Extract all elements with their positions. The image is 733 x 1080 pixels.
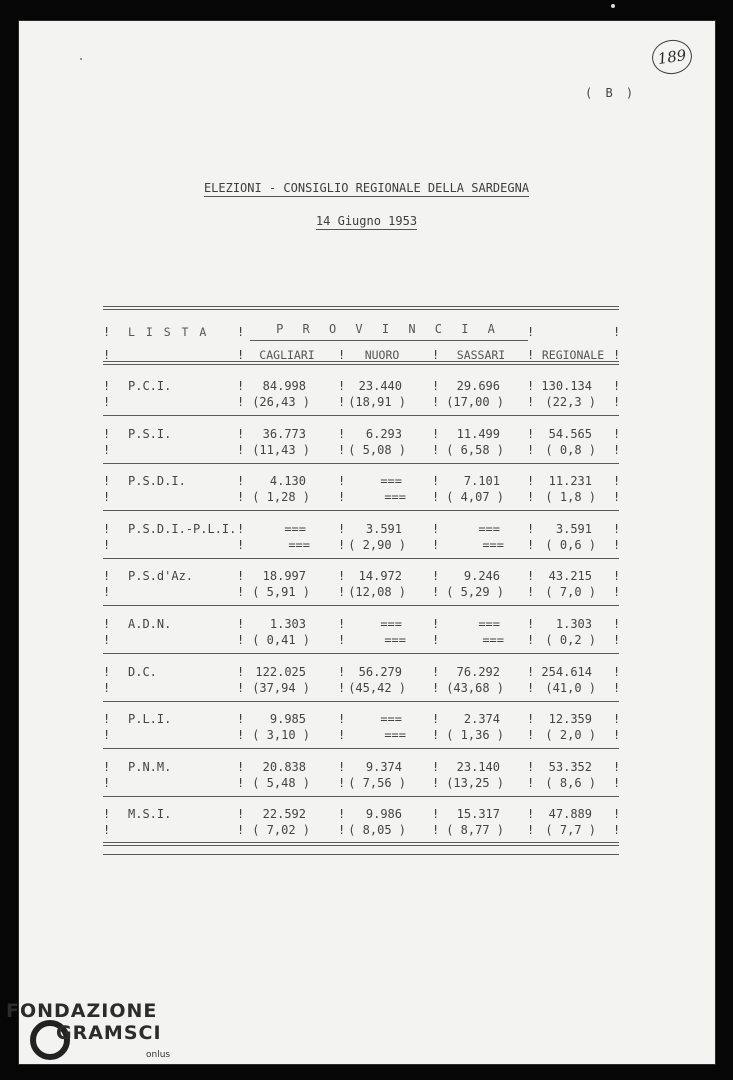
row-divider [103, 605, 619, 606]
column-separator: ! [338, 474, 346, 488]
vote-count: 122.025 [255, 665, 306, 679]
vote-percentage: ( 8,77 ) [446, 823, 504, 837]
vote-percentage: (22,3 ) [545, 395, 596, 409]
vote-percentage: ( 1,8 ) [545, 490, 596, 504]
vote-count: 1.303 [555, 617, 592, 631]
vote-percentage: ( 0,2 ) [545, 633, 596, 647]
vote-count: 56.279 [358, 665, 402, 679]
column-separator: ! [237, 379, 245, 393]
column-separator: ! [432, 395, 440, 409]
vote-percentage: ( 5,48 ) [252, 776, 310, 790]
column-separator: ! [103, 760, 111, 774]
column-separator: ! [432, 617, 440, 631]
vote-count: === [380, 712, 402, 726]
vote-percentage: ( 7,56 ) [348, 776, 406, 790]
column-separator: ! [432, 348, 440, 362]
column-separator: ! [613, 379, 621, 393]
column-separator: ! [103, 395, 111, 409]
vote-count: 54.565 [548, 427, 592, 441]
vote-count: 12.359 [548, 712, 592, 726]
column-separator: ! [103, 325, 111, 339]
vote-percentage: === [384, 633, 406, 647]
column-separator: ! [613, 538, 621, 552]
column-separator: ! [237, 538, 245, 552]
column-separator: ! [432, 443, 440, 457]
vote-percentage: (18,91 ) [348, 395, 406, 409]
column-separator: ! [527, 633, 535, 647]
column-separator: ! [237, 348, 245, 362]
header-cagliari: CAGLIARI [259, 348, 315, 362]
column-separator: ! [103, 665, 111, 679]
vote-percentage: (12,08 ) [348, 585, 406, 599]
fondazione-gramsci-watermark: FONDAZIONE GRAMSCI onlus [6, 1000, 171, 1060]
column-separator: ! [237, 585, 245, 599]
row-divider [103, 510, 619, 511]
column-separator: ! [432, 538, 440, 552]
column-separator: ! [237, 712, 245, 726]
column-separator: ! [527, 569, 535, 583]
row-lista-label: P.S.D.I.-P.L.I. [128, 522, 237, 536]
column-separator: ! [237, 665, 245, 679]
column-separator: ! [338, 427, 346, 441]
column-separator: ! [432, 807, 440, 821]
column-separator: ! [338, 538, 346, 552]
column-separator: ! [527, 807, 535, 821]
column-separator: ! [237, 522, 245, 536]
column-separator: ! [432, 474, 440, 488]
header-regionale: REGIONALE [541, 348, 605, 362]
row-lista-label: P.C.I. [128, 379, 172, 393]
row-divider [103, 748, 619, 749]
column-separator: ! [103, 807, 111, 821]
column-separator: ! [338, 681, 346, 695]
column-separator: ! [103, 728, 111, 742]
row-lista-label: P.S.d'Az. [128, 569, 194, 583]
column-separator: ! [613, 807, 621, 821]
vote-percentage: ( 0,6 ) [545, 538, 596, 552]
column-separator: ! [103, 681, 111, 695]
column-separator: ! [103, 490, 111, 504]
column-separator: ! [338, 348, 346, 362]
column-separator: ! [237, 681, 245, 695]
vote-count: === [380, 474, 402, 488]
column-separator: ! [527, 776, 535, 790]
column-separator: ! [527, 522, 535, 536]
column-separator: ! [613, 633, 621, 647]
header-nuoro: NUORO [364, 348, 400, 362]
column-separator: ! [237, 823, 245, 837]
column-separator: ! [338, 776, 346, 790]
row-lista-label: P.S.I. [128, 427, 172, 441]
vote-count: 14.972 [358, 569, 402, 583]
handwritten-page-number: 189 [650, 37, 694, 76]
vote-count: 1.303 [269, 617, 306, 631]
column-separator: ! [527, 443, 535, 457]
column-separator: ! [237, 474, 245, 488]
column-separator: ! [527, 538, 535, 552]
vote-percentage: === [288, 538, 310, 552]
vote-count: === [478, 522, 500, 536]
column-separator: ! [613, 728, 621, 742]
vote-count: 3.591 [365, 522, 402, 536]
column-separator: ! [613, 395, 621, 409]
column-separator: ! [527, 379, 535, 393]
column-separator: ! [237, 617, 245, 631]
column-separator: ! [613, 348, 621, 362]
column-separator: ! [103, 538, 111, 552]
column-separator: ! [432, 585, 440, 599]
vote-count: 36.773 [262, 427, 306, 441]
column-separator: ! [432, 760, 440, 774]
vote-count: 29.696 [456, 379, 500, 393]
column-separator: ! [613, 585, 621, 599]
vote-percentage: ( 2,0 ) [545, 728, 596, 742]
column-separator: ! [237, 807, 245, 821]
column-separator: ! [527, 585, 535, 599]
column-separator: ! [527, 348, 535, 362]
row-divider [103, 558, 619, 559]
vote-percentage: ( 7,7 ) [545, 823, 596, 837]
column-separator: ! [338, 522, 346, 536]
column-separator: ! [613, 522, 621, 536]
vote-percentage: (26,43 ) [252, 395, 310, 409]
vote-count: 254.614 [541, 665, 592, 679]
vote-percentage: ( 3,10 ) [252, 728, 310, 742]
column-separator: ! [237, 427, 245, 441]
vote-count: 23.140 [456, 760, 500, 774]
row-lista-label: D.C. [128, 665, 157, 679]
vote-percentage: === [384, 728, 406, 742]
column-separator: ! [613, 760, 621, 774]
column-separator: ! [237, 443, 245, 457]
column-separator: ! [103, 585, 111, 599]
column-separator: ! [103, 443, 111, 457]
vote-count: === [284, 522, 306, 536]
column-separator: ! [613, 776, 621, 790]
column-separator: ! [527, 665, 535, 679]
vote-percentage: === [384, 490, 406, 504]
vote-percentage: (37,94 ) [252, 681, 310, 695]
column-separator: ! [103, 427, 111, 441]
row-lista-label: P.L.I. [128, 712, 172, 726]
vote-percentage: (11,43 ) [252, 443, 310, 457]
header-lista: L I S T A [128, 325, 209, 339]
row-divider [103, 653, 619, 654]
vote-percentage: ( 6,58 ) [446, 443, 504, 457]
vote-count: 53.352 [548, 760, 592, 774]
vote-count: === [380, 617, 402, 631]
column-separator: ! [527, 617, 535, 631]
provincia-underline [250, 340, 528, 341]
column-separator: ! [432, 379, 440, 393]
column-separator: ! [432, 490, 440, 504]
column-separator: ! [613, 569, 621, 583]
column-separator: ! [527, 760, 535, 774]
column-separator: ! [527, 395, 535, 409]
column-separator: ! [613, 474, 621, 488]
column-separator: ! [237, 325, 245, 339]
column-separator: ! [527, 427, 535, 441]
column-separator: ! [432, 776, 440, 790]
row-lista-label: P.S.D.I. [128, 474, 186, 488]
column-separator: ! [527, 728, 535, 742]
column-separator: ! [338, 395, 346, 409]
vote-percentage: (43,68 ) [446, 681, 504, 695]
vote-count: 20.838 [262, 760, 306, 774]
column-separator: ! [338, 665, 346, 679]
column-separator: ! [613, 490, 621, 504]
scan-dust [611, 4, 615, 8]
vote-percentage: ( 0,8 ) [545, 443, 596, 457]
column-separator: ! [103, 712, 111, 726]
column-separator: ! [527, 712, 535, 726]
vote-count: 18.997 [262, 569, 306, 583]
vote-percentage: ( 8,05 ) [348, 823, 406, 837]
scan-dust [80, 58, 82, 60]
column-separator: ! [103, 474, 111, 488]
table-top-border [103, 306, 619, 310]
column-separator: ! [338, 712, 346, 726]
vote-count: 11.499 [456, 427, 500, 441]
vote-count: 4.130 [269, 474, 306, 488]
column-separator: ! [338, 379, 346, 393]
column-separator: ! [432, 665, 440, 679]
column-separator: ! [237, 760, 245, 774]
vote-percentage: ( 8,6 ) [545, 776, 596, 790]
column-separator: ! [103, 617, 111, 631]
column-separator: ! [338, 760, 346, 774]
column-separator: ! [432, 633, 440, 647]
column-separator: ! [103, 522, 111, 536]
column-separator: ! [237, 776, 245, 790]
vote-count: 43.215 [548, 569, 592, 583]
header-provincia: P R O V I N C I A [276, 322, 501, 336]
row-lista-label: A.D.N. [128, 617, 172, 631]
column-separator: ! [613, 823, 621, 837]
row-divider [103, 463, 619, 464]
column-separator: ! [338, 490, 346, 504]
column-separator: ! [432, 569, 440, 583]
column-separator: ! [432, 681, 440, 695]
column-separator: ! [613, 427, 621, 441]
column-separator: ! [338, 617, 346, 631]
column-separator: ! [613, 617, 621, 631]
document-title: ELEZIONI - CONSIGLIO REGIONALE DELLA SARDEGNA [203, 181, 530, 195]
column-separator: ! [527, 823, 535, 837]
column-separator: ! [613, 712, 621, 726]
vote-percentage: === [482, 538, 504, 552]
row-divider [103, 701, 619, 702]
table-bottom-border [103, 842, 619, 846]
column-separator: ! [103, 379, 111, 393]
header-bottom-border [103, 361, 619, 365]
vote-percentage: ( 7,0 ) [545, 585, 596, 599]
column-separator: ! [338, 585, 346, 599]
vote-count: 76.292 [456, 665, 500, 679]
column-separator: ! [338, 807, 346, 821]
column-separator: ! [237, 395, 245, 409]
vote-count: 11.231 [548, 474, 592, 488]
row-divider [103, 415, 619, 416]
column-separator: ! [613, 443, 621, 457]
vote-percentage: ( 0,41 ) [252, 633, 310, 647]
column-separator: ! [613, 325, 621, 339]
column-separator: ! [103, 348, 111, 362]
vote-count: 9.986 [365, 807, 402, 821]
vote-count: 6.293 [365, 427, 402, 441]
row-lista-label: M.S.I. [128, 807, 172, 821]
vote-count: 15.317 [456, 807, 500, 821]
vote-percentage: ( 5,91 ) [252, 585, 310, 599]
vote-count: === [478, 617, 500, 631]
column-separator: ! [613, 665, 621, 679]
vote-count: 22.592 [262, 807, 306, 821]
page-label: ( B ) [585, 86, 637, 100]
column-separator: ! [527, 681, 535, 695]
vote-count: 84.998 [262, 379, 306, 393]
column-separator: ! [237, 728, 245, 742]
vote-count: 9.985 [269, 712, 306, 726]
column-separator: ! [103, 776, 111, 790]
row-divider [103, 796, 619, 797]
column-separator: ! [432, 712, 440, 726]
vote-count: 9.246 [463, 569, 500, 583]
vote-count: 47.889 [548, 807, 592, 821]
column-separator: ! [338, 728, 346, 742]
column-separator: ! [338, 823, 346, 837]
header-sassari: SASSARI [456, 348, 506, 362]
column-separator: ! [237, 633, 245, 647]
column-separator: ! [527, 325, 535, 339]
vote-count: 2.374 [463, 712, 500, 726]
vote-percentage: ( 4,07 ) [446, 490, 504, 504]
column-separator: ! [237, 490, 245, 504]
vote-percentage: ( 5,29 ) [446, 585, 504, 599]
table-bottom-rule [103, 854, 619, 855]
vote-percentage: ( 2,90 ) [348, 538, 406, 552]
column-separator: ! [432, 823, 440, 837]
vote-percentage: ( 7,02 ) [252, 823, 310, 837]
column-separator: ! [103, 823, 111, 837]
column-separator: ! [527, 490, 535, 504]
vote-percentage: (45,42 ) [348, 681, 406, 695]
vote-percentage: (17,00 ) [446, 395, 504, 409]
column-separator: ! [103, 569, 111, 583]
column-separator: ! [338, 443, 346, 457]
vote-count: 130.134 [541, 379, 592, 393]
document-date: 14 Giugno 1953 [315, 214, 418, 228]
column-separator: ! [432, 427, 440, 441]
column-separator: ! [338, 569, 346, 583]
vote-count: 23.440 [358, 379, 402, 393]
column-separator: ! [432, 728, 440, 742]
vote-percentage: ( 5,08 ) [348, 443, 406, 457]
column-separator: ! [103, 633, 111, 647]
column-separator: ! [237, 569, 245, 583]
vote-percentage: === [482, 633, 504, 647]
vote-percentage: ( 1,36 ) [446, 728, 504, 742]
column-separator: ! [338, 633, 346, 647]
row-lista-label: P.N.M. [128, 760, 172, 774]
column-separator: ! [527, 474, 535, 488]
vote-count: 9.374 [365, 760, 402, 774]
vote-count: 3.591 [555, 522, 592, 536]
column-separator: ! [613, 681, 621, 695]
vote-count: 7.101 [463, 474, 500, 488]
vote-percentage: (41,0 ) [545, 681, 596, 695]
vote-percentage: ( 1,28 ) [252, 490, 310, 504]
column-separator: ! [432, 522, 440, 536]
vote-percentage: (13,25 ) [446, 776, 504, 790]
